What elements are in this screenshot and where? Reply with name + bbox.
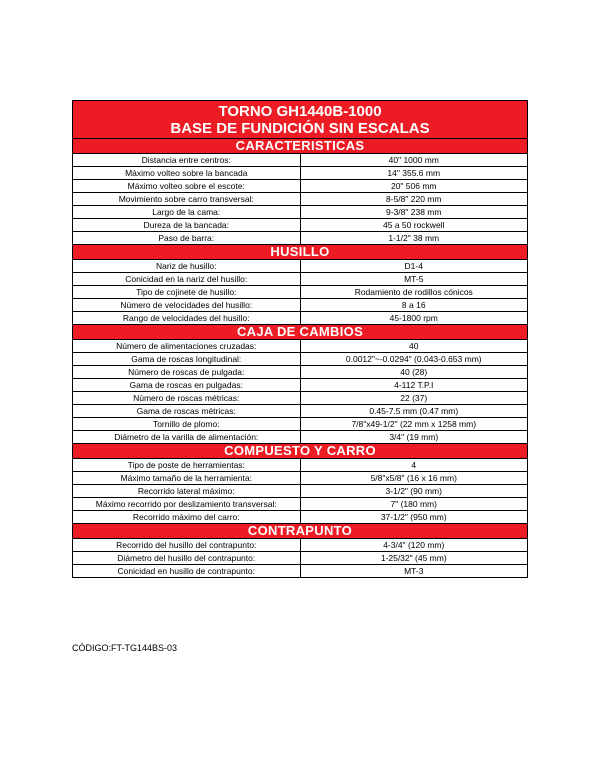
spec-table-body — [73, 139, 528, 578]
spec-label: Movimiento sobre carro transversal: — [73, 193, 301, 206]
spec-label: Rango de velocidades del husillo: — [73, 312, 301, 325]
spec-value: 40 (28) — [300, 366, 528, 379]
spec-value: 8 a 16 — [300, 299, 528, 312]
spec-row — [73, 366, 528, 379]
spec-row — [73, 232, 528, 245]
section-header-row — [73, 139, 528, 154]
spec-row — [73, 299, 528, 312]
spec-row — [73, 167, 528, 180]
spec-label: Diámetro de la varilla de alimentación: — [73, 431, 301, 444]
spec-label: Máximo volteo sobre la bancada — [73, 167, 301, 180]
section-header-row — [73, 444, 528, 459]
spec-value: 3/4" (19 mm) — [300, 431, 528, 444]
spec-value: 40" 1000 mm — [300, 154, 528, 167]
spec-sheet — [72, 100, 528, 578]
spec-label: Tipo de cojinete de husillo: — [73, 286, 301, 299]
section-title: HUSILLO — [73, 245, 528, 260]
spec-row — [73, 260, 528, 273]
spec-row — [73, 565, 528, 578]
spec-row — [73, 552, 528, 565]
section-title: COMPUESTO Y CARRO — [73, 444, 528, 459]
spec-value: D1-4 — [300, 260, 528, 273]
spec-value: 3-1/2" (90 mm) — [300, 485, 528, 498]
spec-value: 9-3/8" 238 mm — [300, 206, 528, 219]
spec-label: Diámetro del husillo del contrapunto: — [73, 552, 301, 565]
section-title: CAJA DE CAMBIOS — [73, 325, 528, 340]
document-code: CÓDIGO:FT-TG144BS-03 — [72, 643, 178, 653]
spec-label: Dureza de la bancada: — [73, 219, 301, 232]
spec-value: 45-1800 rpm — [300, 312, 528, 325]
spec-row — [73, 154, 528, 167]
spec-row — [73, 511, 528, 524]
spec-value: 45 a 50 rockwell — [300, 219, 528, 232]
spec-value: 1-25/32" (45 mm) — [300, 552, 528, 565]
section-title: CARACTERISTICAS — [73, 139, 528, 154]
spec-value: MT-3 — [300, 565, 528, 578]
spec-row — [73, 353, 528, 366]
spec-row — [73, 459, 528, 472]
spec-label: Paso de barra: — [73, 232, 301, 245]
spec-label: Número de alimentaciones cruzadas: — [73, 340, 301, 353]
spec-value: 4 — [300, 459, 528, 472]
section-title: CONTRAPUNTO — [73, 524, 528, 539]
spec-value: 4-112 T.P.I — [300, 379, 528, 392]
spec-row — [73, 405, 528, 418]
spec-label: Tornillo de plomo: — [73, 418, 301, 431]
spec-label: Tipo de poste de herramientas: — [73, 459, 301, 472]
spec-value: 40 — [300, 340, 528, 353]
section-header-row — [73, 524, 528, 539]
spec-row — [73, 273, 528, 286]
spec-row — [73, 193, 528, 206]
spec-value: 1-1/2" 38 mm — [300, 232, 528, 245]
spec-label: Máximo recorrido por deslizamiento transversal: — [73, 498, 301, 511]
spec-value: 22 (37) — [300, 392, 528, 405]
spec-row — [73, 418, 528, 431]
spec-value: 5/8"x5/8" (16 x 16 mm) — [300, 472, 528, 485]
spec-row — [73, 180, 528, 193]
spec-value: 0.45-7.5 mm (0.47 mm) — [300, 405, 528, 418]
spec-row — [73, 340, 528, 353]
spec-row — [73, 312, 528, 325]
spec-value: 14" 355.6 mm — [300, 167, 528, 180]
spec-label: Distancia entre centros: — [73, 154, 301, 167]
spec-value: Rodamiento de rodillos cónicos — [300, 286, 528, 299]
title-block — [72, 100, 528, 138]
spec-value: 20" 506 mm — [300, 180, 528, 193]
spec-row — [73, 498, 528, 511]
spec-label: Largo de la cama: — [73, 206, 301, 219]
section-header-row — [73, 325, 528, 340]
spec-table — [72, 138, 528, 578]
spec-label: Recorrido del husillo del contrapunto: — [73, 539, 301, 552]
spec-row — [73, 219, 528, 232]
spec-label: Máximo tamaño de la herramienta: — [73, 472, 301, 485]
spec-label: Máximo volteo sobre el escote: — [73, 180, 301, 193]
spec-value: 8-5/8" 220 mm — [300, 193, 528, 206]
spec-row — [73, 539, 528, 552]
spec-value: 7" (180 mm) — [300, 498, 528, 511]
section-header-row — [73, 245, 528, 260]
product-subtitle: BASE DE FUNDICIÓN SIN ESCALAS — [170, 120, 430, 137]
spec-value: 7/8"x49-1/2" (22 mm x 1258 mm) — [300, 418, 528, 431]
product-title: TORNO GH1440B-1000 — [218, 103, 382, 120]
spec-label: Conicidad en la nariz del husillo: — [73, 273, 301, 286]
spec-row — [73, 206, 528, 219]
spec-row — [73, 485, 528, 498]
spec-value: 4-3/4" (120 mm) — [300, 539, 528, 552]
spec-label: Gama de roscas longitudinal: — [73, 353, 301, 366]
spec-label: Recorrido máximo del carro: — [73, 511, 301, 524]
spec-value: 0.0012"~-0.0294" (0.043-0.653 mm) — [300, 353, 528, 366]
spec-label: Recorrido lateral máximo: — [73, 485, 301, 498]
spec-row — [73, 286, 528, 299]
spec-label: Gama de roscas en pulgadas: — [73, 379, 301, 392]
spec-label: Número de roscas métricas: — [73, 392, 301, 405]
spec-row — [73, 431, 528, 444]
spec-row — [73, 472, 528, 485]
spec-label: Nariz de husillo: — [73, 260, 301, 273]
spec-label: Gama de roscas métricas: — [73, 405, 301, 418]
spec-value: MT-5 — [300, 273, 528, 286]
spec-label: Número de velocidades del husillo: — [73, 299, 301, 312]
spec-row — [73, 392, 528, 405]
spec-label: Conicidad en husillo de contrapunto: — [73, 565, 301, 578]
spec-label: Número de roscas de pulgada: — [73, 366, 301, 379]
spec-row — [73, 379, 528, 392]
spec-value: 37-1/2" (950 mm) — [300, 511, 528, 524]
